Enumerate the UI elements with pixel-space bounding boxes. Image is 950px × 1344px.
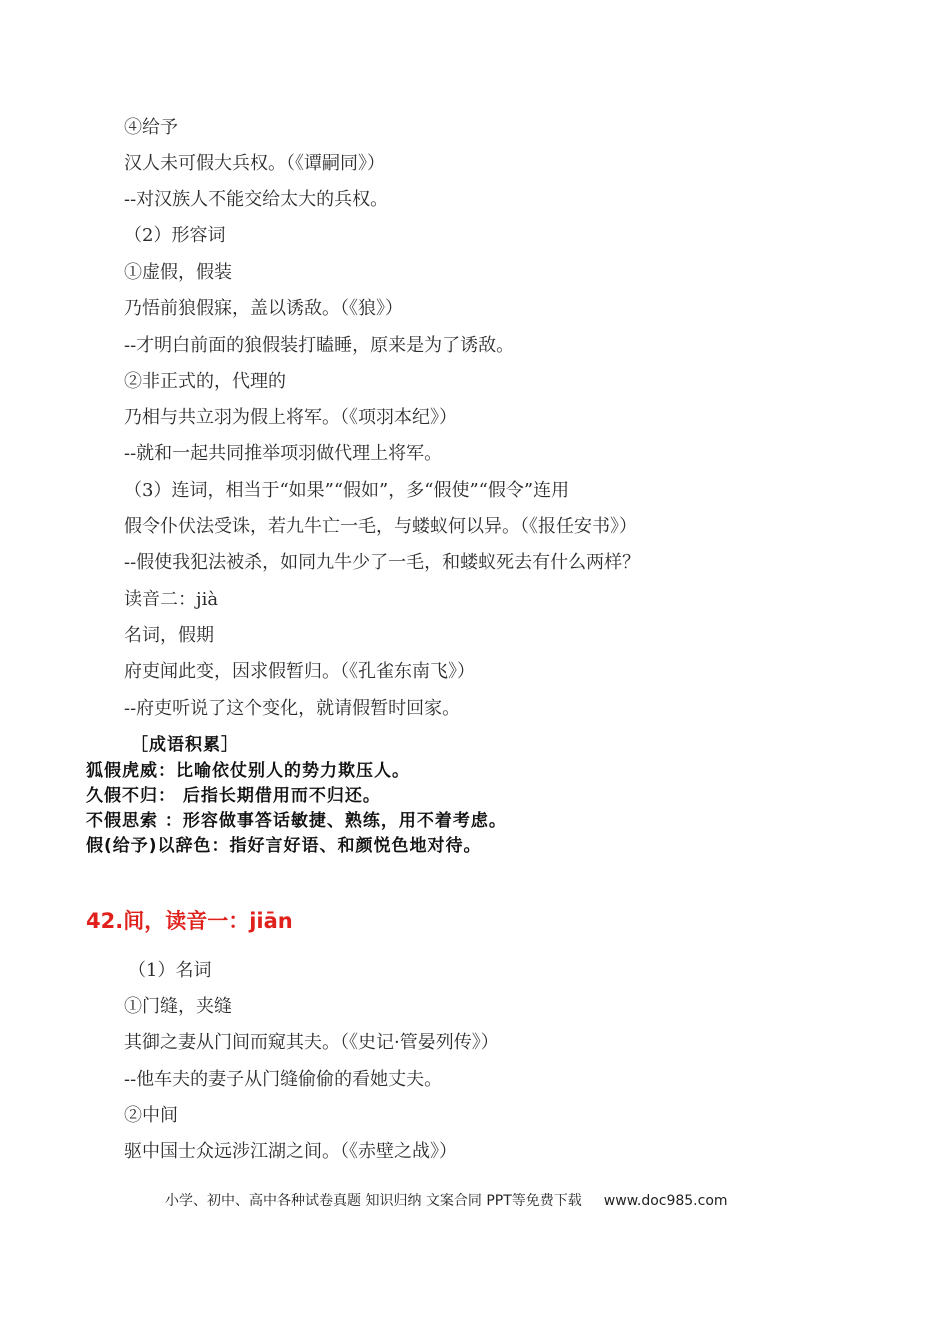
idiom-item: 久假不归： 后指长期借用而不归还。 [86, 786, 381, 806]
translation-line: --府吏听说了这个变化，就请假暂时回家。 [124, 698, 461, 719]
example-sentence: 其御之妻从门间而窥其夫。（《史记·管晏列传》） [124, 1032, 499, 1053]
sense-heading: ②中间 [124, 1105, 178, 1126]
footer-url[interactable]: www.doc985.com [603, 1193, 728, 1209]
translation-line: --就和一起共同推举项羽做代理上将军。 [124, 443, 443, 464]
idiom-heading: ［成语积累］ [131, 735, 239, 755]
pronunciation-heading: 读音二：jià [124, 589, 219, 610]
footer-text: 小学、初中、高中各种试卷真题 知识归纳 文案合同 PPT等免费下载 [165, 1193, 582, 1209]
example-sentence: 府吏闻此变，因求假暂归。（《孔雀东南飞》） [124, 661, 475, 682]
translation-line: --才明白前面的狼假装打瞌睡，原来是为了诱敌。 [124, 335, 515, 356]
part-of-speech-heading: 名词，假期 [124, 625, 214, 646]
translation-line: --对汉族人不能交给太大的兵权。 [124, 189, 389, 210]
part-of-speech-heading: （2）形容词 [124, 225, 226, 246]
part-of-speech-heading: （1）名词 [128, 960, 212, 981]
idiom-item: 狐假虎威：比喻依仗别人的势力欺压人。 [86, 761, 410, 781]
example-sentence: 驱中国士众远涉江湖之间。（《赤壁之战》） [124, 1141, 457, 1162]
part-of-speech-heading: （3）连词，相当于“如果”“假如”，多“假使”“假令”连用 [124, 480, 570, 501]
sense-heading: ④给予 [124, 117, 178, 138]
sense-heading: ①门缝，夹缝 [124, 996, 232, 1017]
sense-heading: ①虚假，假装 [124, 262, 232, 283]
example-sentence: 乃悟前狼假寐，盖以诱敌。（《狼》） [124, 298, 403, 319]
translation-line: --假使我犯法被杀，如同九牛少了一毛，和蝼蚁死去有什么两样？ [124, 552, 641, 573]
section-title: 42.间，读音一：jiān [86, 909, 293, 933]
translation-line: --他车夫的妻子从门缝偷偷的看她丈夫。 [124, 1069, 443, 1090]
idiom-item: 假(给予)以辞色：指好言好语、和颜悦色地对待。 [86, 836, 482, 856]
page-footer [165, 1191, 728, 1211]
example-sentence: 乃相与共立羽为假上将军。（《项羽本纪》） [124, 407, 457, 428]
idiom-item: 不假思索 ：形容做事答话敏捷、熟练，用不着考虑。 [86, 811, 507, 831]
example-sentence: 假令仆伏法受诛，若九牛亡一毛，与蝼蚁何以异。（《报任安书》） [124, 516, 637, 537]
sense-heading: ②非正式的，代理的 [124, 371, 286, 392]
example-sentence: 汉人未可假大兵权。（《谭嗣同》） [124, 153, 385, 174]
